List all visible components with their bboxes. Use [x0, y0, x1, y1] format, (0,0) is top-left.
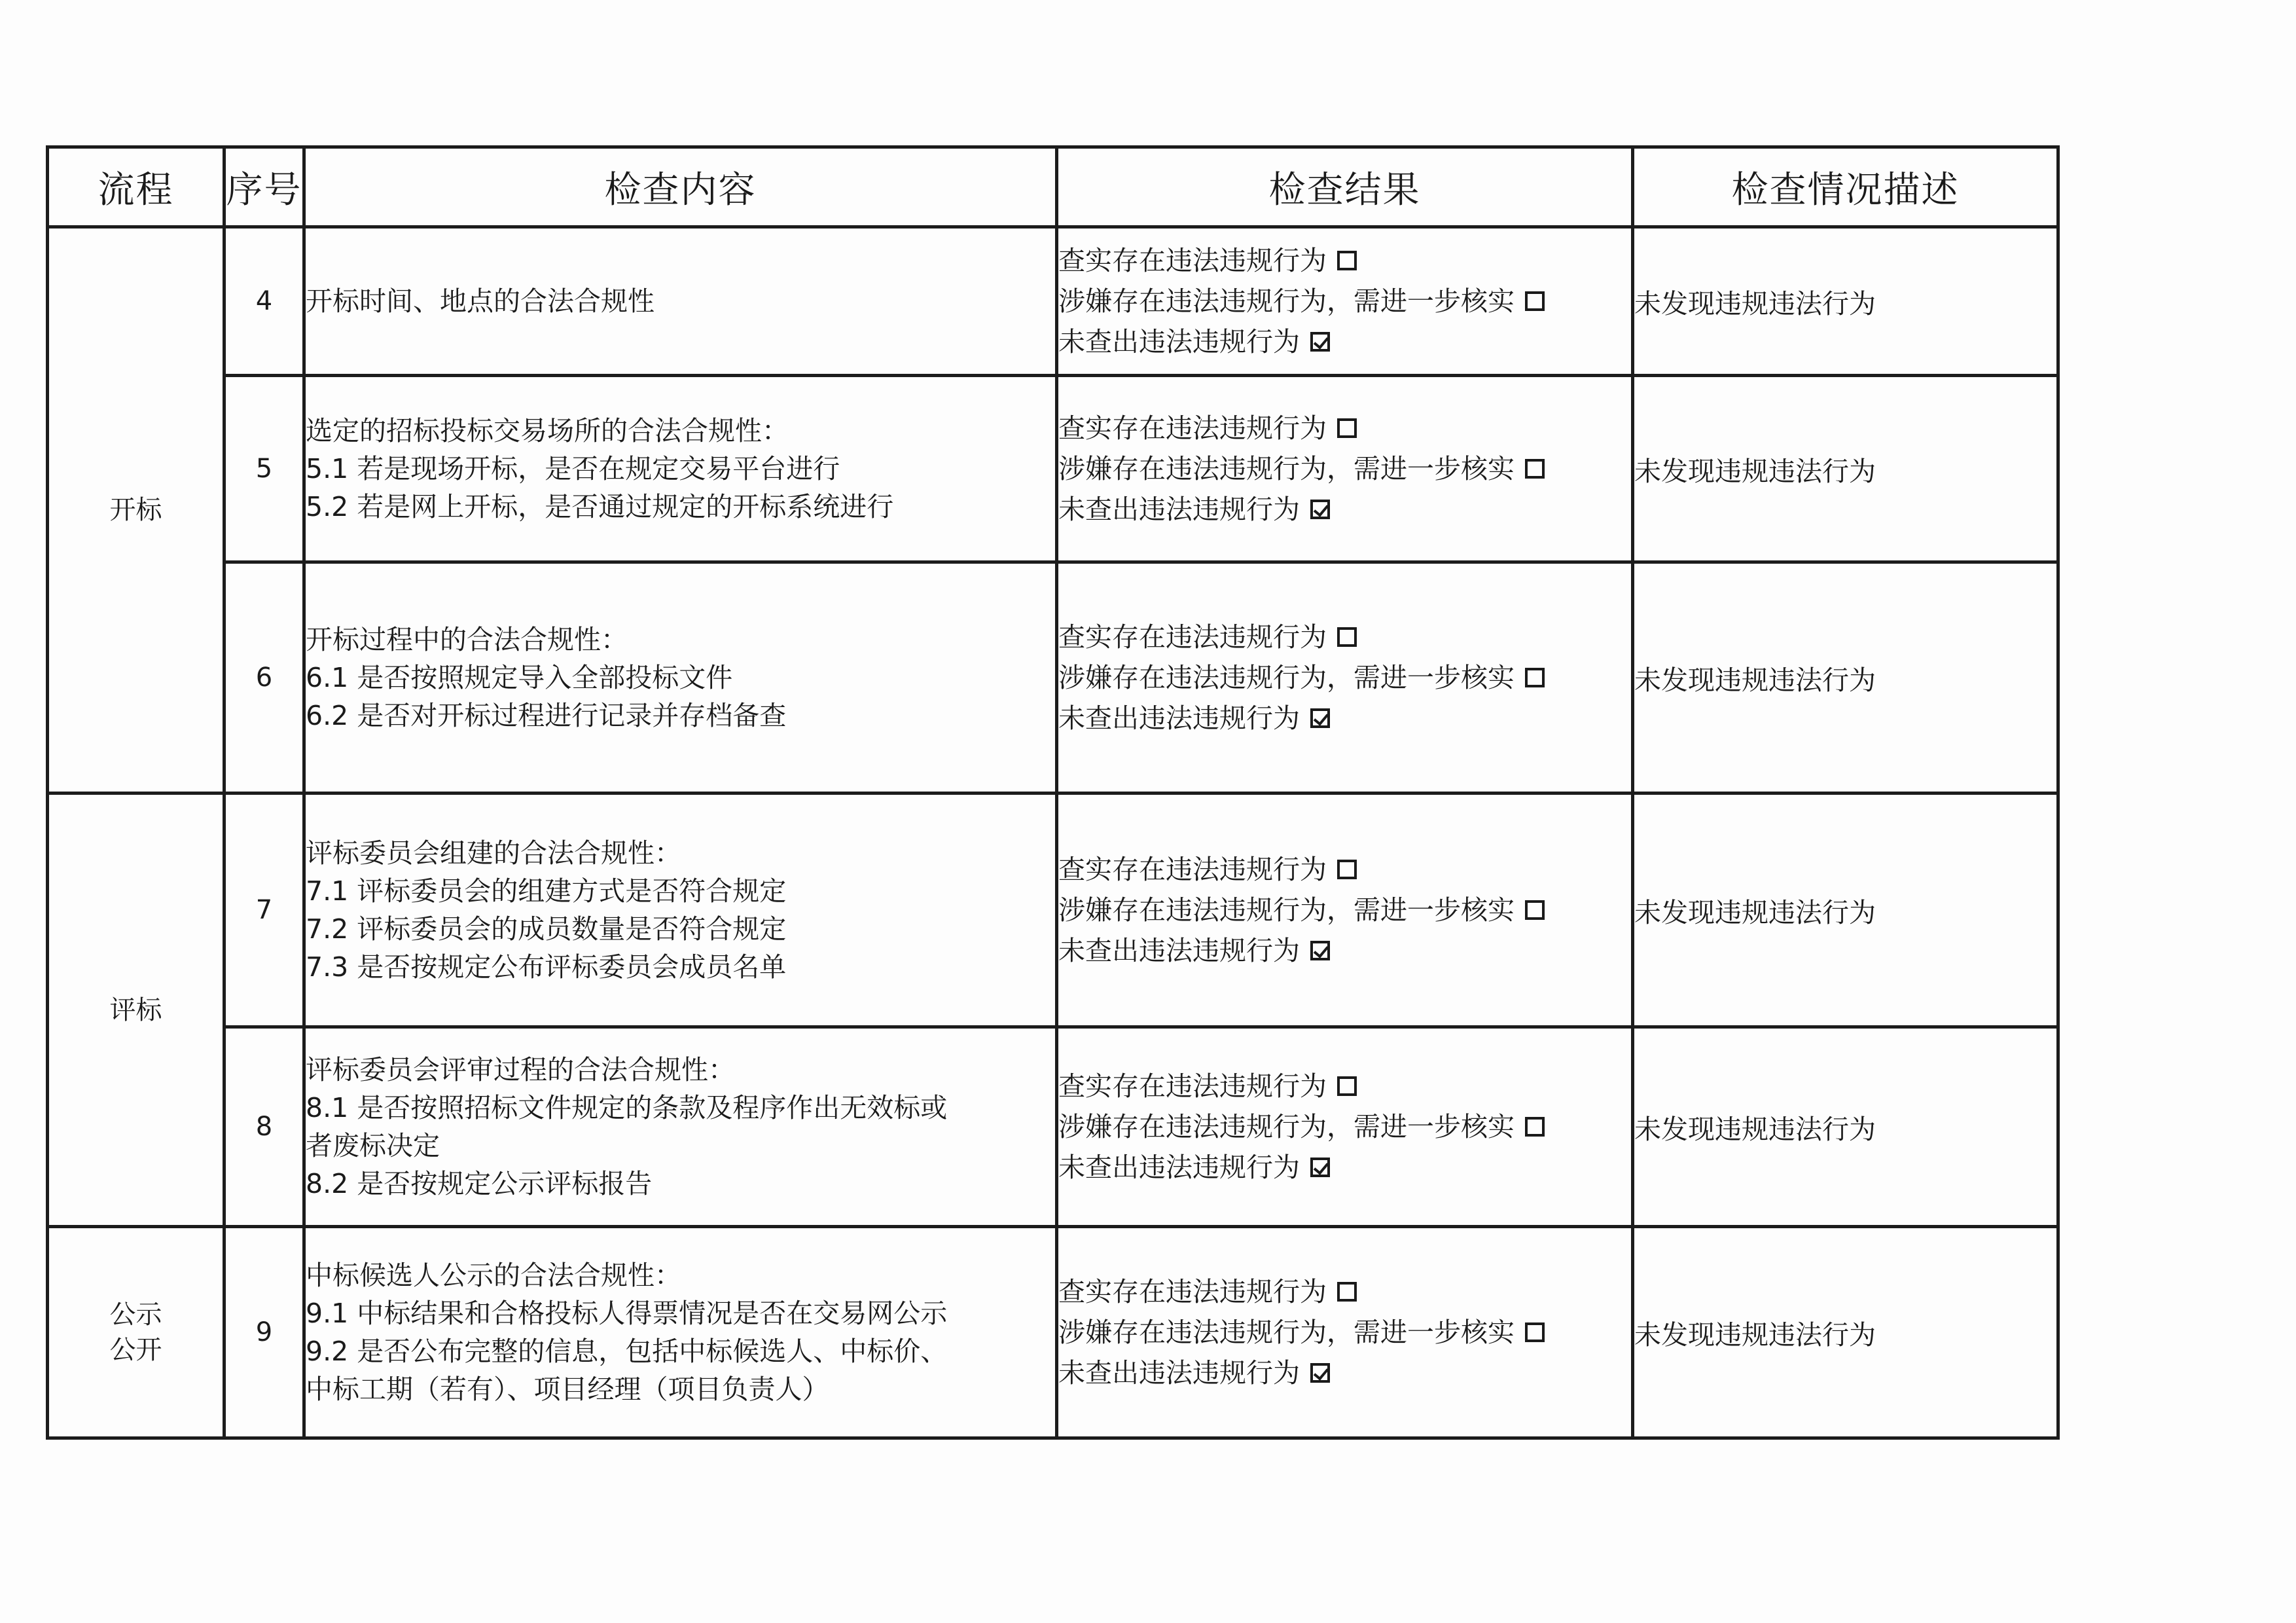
- stage-cell: 开标: [48, 227, 224, 793]
- option-label: 未查出违法违规行为: [1058, 702, 1300, 734]
- row-number: 5: [224, 376, 304, 562]
- stage-line: 公示: [109, 1300, 162, 1330]
- checkbox[interactable]: [1525, 459, 1545, 479]
- content-line: 中标候选人公示的合法合规性：: [306, 1260, 681, 1291]
- checkbox[interactable]: [1337, 1076, 1357, 1096]
- option-label: 查实存在违法违规行为: [1058, 1276, 1327, 1307]
- checkbox[interactable]: [1525, 291, 1545, 311]
- result-cell: [1057, 376, 1633, 562]
- content-line: 6.2 是否对开标过程进行记录并存档备查: [306, 700, 787, 731]
- content-line: 开标过程中的合法合规性：: [306, 624, 628, 655]
- option-confirmed[interactable]: [1058, 849, 1631, 890]
- option-suspected[interactable]: [1058, 657, 1631, 698]
- description-cell: 未发现违规违法行为: [1633, 562, 2058, 793]
- option-label: 未查出违法违规行为: [1058, 935, 1300, 966]
- option-confirmed[interactable]: [1058, 1271, 1631, 1312]
- option-label: 未查出违法违规行为: [1058, 1152, 1300, 1183]
- checkbox-checked[interactable]: [1310, 941, 1330, 960]
- table-row: [48, 1227, 2058, 1438]
- row-content: [304, 562, 1057, 793]
- content-line: 5.2 若是网上开标，是否通过规定的开标系统进行: [306, 491, 894, 522]
- checkbox[interactable]: [1525, 900, 1545, 920]
- option-label: 涉嫌存在违法违规行为，需进一步核实: [1058, 453, 1515, 484]
- content-line: 者废标决定: [306, 1130, 440, 1161]
- option-suspected[interactable]: [1058, 1106, 1631, 1147]
- option-not-found[interactable]: [1058, 1353, 1631, 1393]
- option-label: 涉嫌存在违法违规行为，需进一步核实: [1058, 894, 1515, 926]
- checkbox[interactable]: [1525, 668, 1545, 687]
- inspection-table: [46, 145, 2060, 1440]
- row-number: 4: [224, 227, 304, 376]
- checkbox-checked[interactable]: [1310, 1158, 1330, 1177]
- content-line: 开标时间、地点的合法合规性: [306, 285, 655, 317]
- option-label: 涉嫌存在违法违规行为，需进一步核实: [1058, 1317, 1515, 1348]
- content-line: 7.1 评标委员会的组建方式是否符合规定: [306, 875, 787, 907]
- result-cell: [1057, 1027, 1633, 1227]
- stage-line: 公开: [109, 1335, 162, 1365]
- description-cell: 未发现违规违法行为: [1633, 1227, 2058, 1438]
- row-number: 7: [224, 793, 304, 1027]
- option-label: 未查出违法违规行为: [1058, 1357, 1300, 1389]
- option-label: 查实存在违法违规行为: [1058, 412, 1327, 444]
- content-line: 评标委员会评审过程的合法合规性：: [306, 1054, 735, 1085]
- content-line: 评标委员会组建的合法合规性：: [306, 837, 681, 869]
- checkbox[interactable]: [1525, 1322, 1545, 1342]
- table-row: [48, 562, 2058, 793]
- checkbox[interactable]: [1525, 1117, 1545, 1137]
- content-line: 8.2 是否按规定公示评标报告: [306, 1168, 653, 1199]
- checkbox[interactable]: [1337, 860, 1357, 879]
- content-line: 中标工期（若有）、项目经理（项目负责人）: [306, 1374, 829, 1405]
- checkbox-checked[interactable]: [1310, 332, 1330, 352]
- checkbox[interactable]: [1337, 418, 1357, 438]
- option-label: 查实存在违法违规行为: [1058, 1070, 1327, 1102]
- option-confirmed[interactable]: [1058, 240, 1631, 281]
- content-line: 7.3 是否按规定公布评标委员会成员名单: [306, 951, 787, 983]
- checkbox-checked[interactable]: [1310, 708, 1330, 728]
- stage-cell: [48, 1227, 224, 1438]
- checkbox[interactable]: [1337, 627, 1357, 647]
- option-label: 未查出违法违规行为: [1058, 326, 1300, 357]
- result-cell: [1057, 1227, 1633, 1438]
- row-number: 8: [224, 1027, 304, 1227]
- description-cell: 未发现违规违法行为: [1633, 376, 2058, 562]
- option-suspected[interactable]: [1058, 448, 1631, 489]
- option-not-found[interactable]: [1058, 930, 1631, 971]
- content-line: 9.1 中标结果和合格投标人得票情况是否在交易网公示: [306, 1298, 948, 1329]
- option-label: 涉嫌存在违法违规行为，需进一步核实: [1058, 285, 1515, 317]
- option-label: 涉嫌存在违法违规行为，需进一步核实: [1058, 662, 1515, 693]
- row-content: [304, 376, 1057, 562]
- option-suspected[interactable]: [1058, 281, 1631, 321]
- option-not-found[interactable]: [1058, 1147, 1631, 1188]
- header-number: 序号: [224, 147, 304, 227]
- option-label: 未查出违法违规行为: [1058, 494, 1300, 525]
- checkbox[interactable]: [1337, 251, 1357, 270]
- result-cell: [1057, 793, 1633, 1027]
- result-cell: [1057, 562, 1633, 793]
- content-line: 8.1 是否按照招标文件规定的条款及程序作出无效标或: [306, 1092, 948, 1123]
- option-label: 涉嫌存在违法违规行为，需进一步核实: [1058, 1111, 1515, 1142]
- option-not-found[interactable]: [1058, 698, 1631, 739]
- row-content: [304, 1027, 1057, 1227]
- checkbox[interactable]: [1337, 1282, 1357, 1302]
- row-content: [304, 793, 1057, 1027]
- content-line: 选定的招标投标交易场所的合法合规性：: [306, 415, 789, 447]
- header-stage: 流程: [48, 147, 224, 227]
- option-label: 查实存在违法违规行为: [1058, 245, 1327, 276]
- header-row: [48, 147, 2058, 227]
- checkbox-checked[interactable]: [1310, 500, 1330, 519]
- content-line: 6.1 是否按照规定导入全部投标文件: [306, 662, 733, 693]
- row-content: [304, 227, 1057, 376]
- option-confirmed[interactable]: [1058, 1066, 1631, 1106]
- option-suspected[interactable]: [1058, 1312, 1631, 1353]
- header-result: 检查结果: [1057, 147, 1633, 227]
- option-not-found[interactable]: [1058, 321, 1631, 362]
- table-row: [48, 227, 2058, 376]
- result-cell: [1057, 227, 1633, 376]
- content-line: 9.2 是否公布完整的信息，包括中标候选人、中标价、: [306, 1336, 948, 1367]
- row-number: 6: [224, 562, 304, 793]
- content-line: 7.2 评标委员会的成员数量是否符合规定: [306, 913, 787, 945]
- header-content: 检查内容: [304, 147, 1057, 227]
- option-confirmed[interactable]: [1058, 408, 1631, 448]
- option-label: 查实存在违法违规行为: [1058, 621, 1327, 653]
- description-cell: 未发现违规违法行为: [1633, 1027, 2058, 1227]
- table-row: [48, 793, 2058, 1027]
- stage-cell: 评标: [48, 793, 224, 1227]
- description-cell: 未发现违规违法行为: [1633, 227, 2058, 376]
- header-description: 检查情况描述: [1633, 147, 2058, 227]
- option-suspected[interactable]: [1058, 890, 1631, 930]
- row-content: [304, 1227, 1057, 1438]
- table-row: [48, 376, 2058, 562]
- description-cell: 未发现违规违法行为: [1633, 793, 2058, 1027]
- option-confirmed[interactable]: [1058, 617, 1631, 657]
- table-row: [48, 1027, 2058, 1227]
- row-number: 9: [224, 1227, 304, 1438]
- content-line: 5.1 若是现场开标，是否在规定交易平台进行: [306, 453, 840, 484]
- checkbox-checked[interactable]: [1310, 1363, 1330, 1383]
- option-not-found[interactable]: [1058, 489, 1631, 530]
- option-label: 查实存在违法违规行为: [1058, 854, 1327, 885]
